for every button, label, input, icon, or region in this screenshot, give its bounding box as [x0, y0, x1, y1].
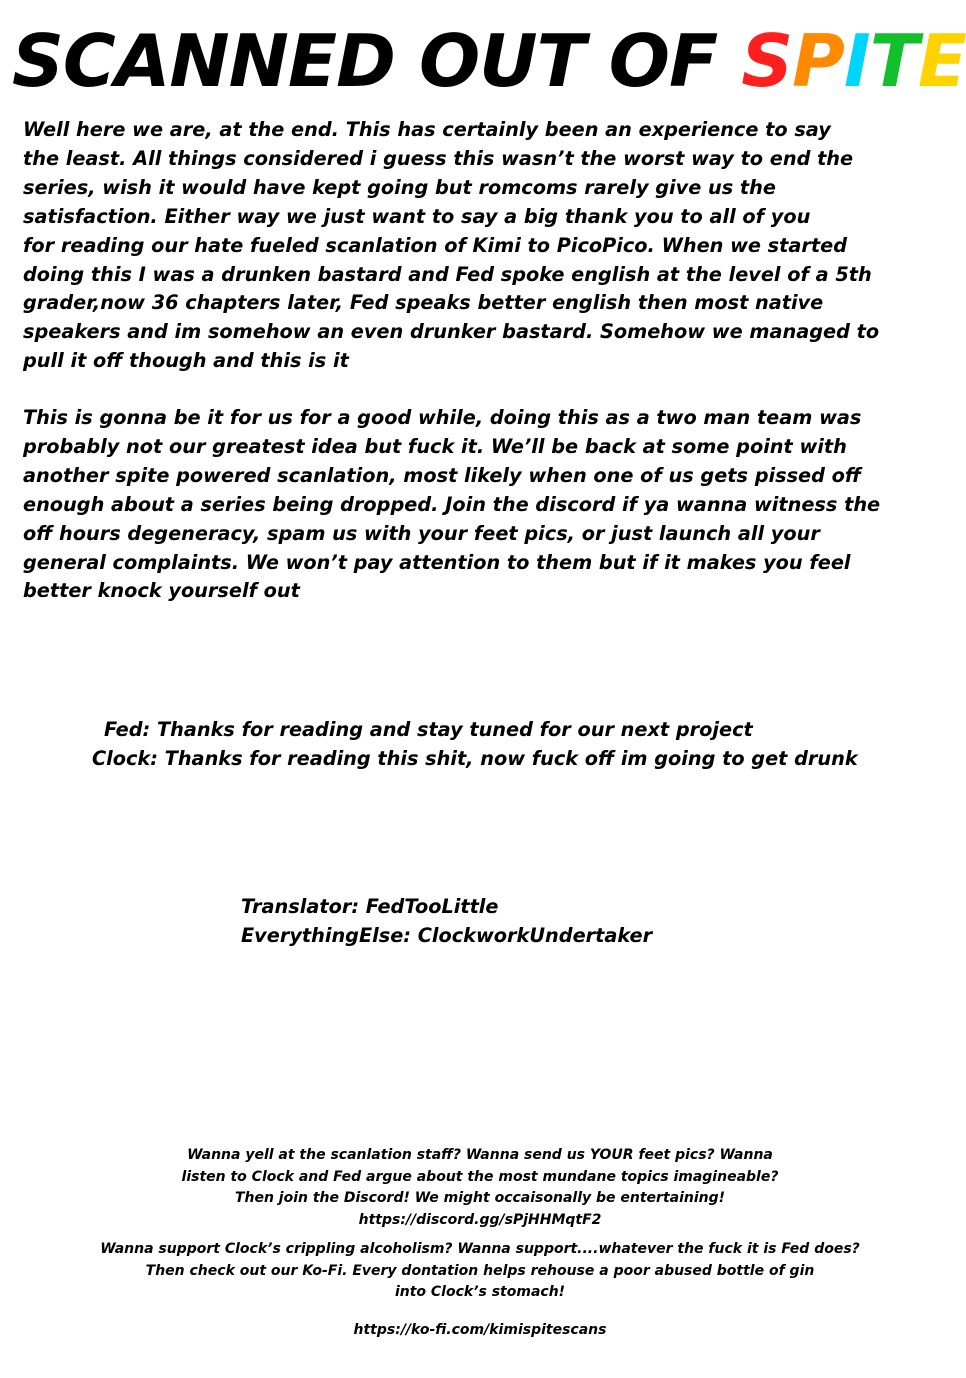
title-letter-i: I [843, 19, 870, 103]
paragraph-line: This is gonna be it for us for a good while, doing this as a two man team was [23, 406, 862, 429]
farewell-paragraph [23, 116, 955, 376]
paragraph-line: for reading our hate fueled scanlation of Kimi to PicoPico. When we started [23, 233, 847, 257]
discord-promo-line: Then join the Discord! We might occaisonally be entertaining! [234, 1190, 726, 1206]
paragraph-line: the least. All things considered i guess this wasn’t the worst way to end the [23, 146, 854, 170]
fed-thanks: Fed: Thanks for reading and stay tuned for our next project [104, 718, 753, 741]
kofi-link[interactable]: https://ko-fi.com/kimispitescans [353, 1322, 607, 1338]
discord-promo-line: Wanna yell at the scanlation staff? Wanna send us YOUR feet pics? Wanna [187, 1147, 773, 1163]
kofi-promo-line: Wanna support Clock’s crippling alcoholism? Wanna support....whatever the fuck it is Fed does? [100, 1241, 860, 1257]
title-rainbow-word [741, 19, 966, 103]
translator-credit: Translator: FedTooLittle [241, 895, 499, 918]
paragraph-line: doing this I was a drunken bastard and Fed spoke english at the level of a 5th [23, 262, 872, 286]
paragraph-line: series, wish it would have kept going but romcoms rarely give us the [23, 175, 776, 199]
hiatus-paragraph [23, 404, 955, 606]
clock-thanks: Clock: Thanks for reading this shit, now fuck off im going to get drunk [92, 747, 858, 770]
discord-link[interactable]: https://discord.gg/sPjHHMqtF2 [358, 1211, 602, 1228]
discord-promo-line: listen to Clock and Fed argue about the most mundane topics imagineable? [181, 1168, 779, 1185]
page-title [12, 18, 966, 104]
title-letter-s: S [741, 19, 793, 103]
paragraph-line: general complaints. We won’t pay attention to them but if it makes you feel [23, 550, 851, 574]
kofi-promo [0, 1239, 960, 1304]
kofi-promo-line: Then check out our Ko-Fi. Every dontation helps rehouse a poor abused bottle of gin [145, 1262, 815, 1279]
paragraph-line: off hours degeneracy, spam us with your feet pics, or just launch all your [23, 521, 820, 545]
paragraph-line: enough about a series being dropped. Join the discord if ya wanna witness the [23, 492, 881, 516]
paragraph-line: pull it off though and this is it [23, 349, 349, 373]
kofi-promo-line: into Clock’s stomach! [394, 1284, 566, 1300]
discord-promo [0, 1145, 960, 1231]
paragraph-line: satisfaction. Either way we just want to say a big thank you to all of you [23, 204, 811, 228]
paragraph-line: another spite powered scanlation, most likely when one of us gets pissed off [23, 463, 861, 487]
everything-else-credit: EverythingElse: ClockworkUndertaker [241, 924, 653, 947]
title-main-text: SCANNED OUT OF [12, 19, 742, 103]
title-letter-p: P [792, 19, 844, 103]
paragraph-line: Well here we are, at the end. This has certainly been an experience to say [23, 118, 831, 141]
paragraph-line: speakers and im somehow an even drunker bastard. Somehow we managed to [23, 320, 880, 344]
paragraph-line: better knock yourself out [23, 579, 300, 603]
paragraph-line: grader,now 36 chapters later, Fed speaks better english then most native [23, 291, 824, 315]
title-letter-t: T [869, 19, 918, 103]
paragraph-line: probably not our greatest idea but fuck it. We’ll be back at some point with [23, 434, 847, 458]
title-letter-e: E [917, 19, 966, 103]
